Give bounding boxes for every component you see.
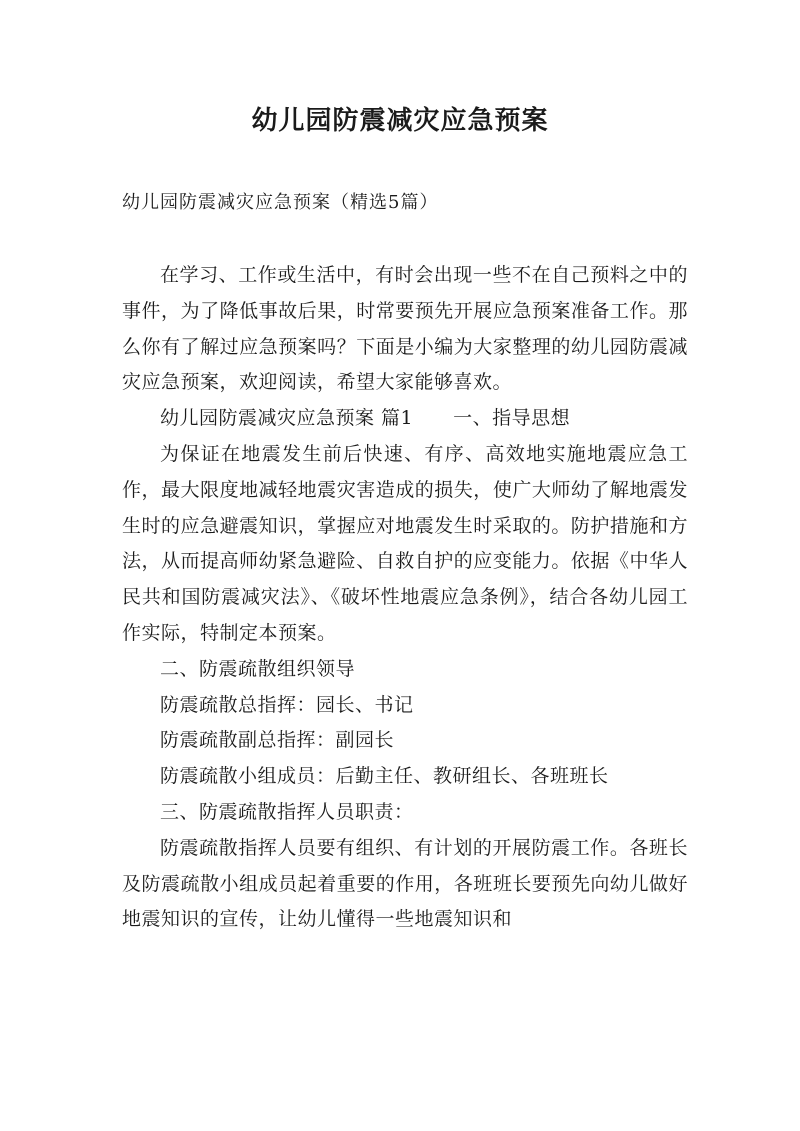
section-1-header-line <box>122 401 688 437</box>
intro-paragraph: 在学习、工作或生活中，有时会出现一些不在自己预料之中的事件，为了降低事故后果，时常要预先开展应急预案准备工作。那么你有了解过应急预案吗？下面是小编为大家整理的幼儿园防震减灾应急预案，欢迎阅读，希望大家能够喜欢。 <box>122 264 688 394</box>
section-1-heading-organization: 二、防震疏散组织领导 <box>160 657 356 680</box>
leader-team-members: 防震疏散小组成员：后勤主任、教研组长、各班班长 <box>160 765 609 788</box>
document-body <box>122 258 688 938</box>
section-1-title: 幼儿园防震减灾应急预案 篇1 <box>160 407 414 430</box>
document-title: 幼儿园防震减灾应急预案 <box>251 106 549 136</box>
duties-paragraph: 防震疏散指挥人员要有组织、有计划的开展防震工作。各班长及防震疏散小组成员起着重要的作用，各班班长要预先向幼儿做好地震知识的宣传，让幼儿懂得一些地震知识和 <box>122 836 688 931</box>
document-subtitle: 幼儿园防震减灾应急预案（精选5篇） <box>122 192 439 213</box>
leader-commander: 防震疏散总指挥：园长、书记 <box>160 693 414 716</box>
section-1-heading-duties: 三、防震疏散指挥人员职责： <box>160 800 414 823</box>
leader-deputy-commander: 防震疏散副总指挥：副园长 <box>160 729 395 752</box>
guiding-ideology-paragraph: 为保证在地震发生前后快速、有序、高效地实施地震应急工作，最大限度地减轻地震灾害造成的损失，使广大师幼了解地震发生时的应急避震知识，掌握应对地震发生时采取的。防护措施和方法，从而提高师幼紧急避险、自救自护的应变能力。依据《中华人民共和国防震减灾法》、《破坏性地震应急条例》，结合各幼儿园工作实际，特制定本预案。 <box>122 442 688 644</box>
section-1-heading-guiding-ideology: 一、指导思想 <box>453 407 571 430</box>
